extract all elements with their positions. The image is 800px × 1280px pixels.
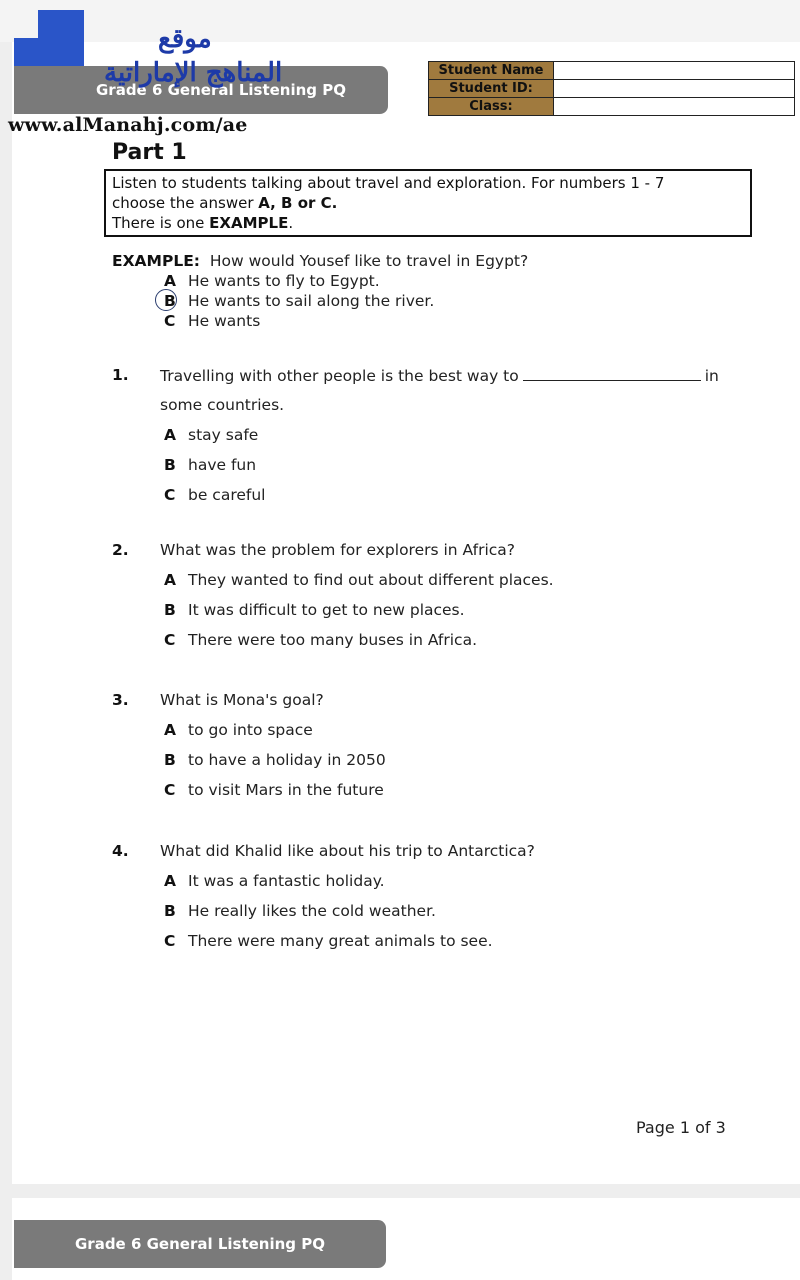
answer-blank: [523, 366, 701, 381]
student-name-label: Student Name: [429, 62, 554, 80]
logo-url: www.alManahj.com/ae: [8, 114, 248, 136]
q1-option-a[interactable]: A stay safe: [164, 426, 259, 444]
question-3-number: 3.: [112, 691, 129, 709]
q2-option-c[interactable]: C There were too many buses in Africa.: [164, 631, 477, 649]
instruction-line-1: Listen to students talking about travel and exploration. For numbers 1 - 7: [112, 174, 665, 192]
q3-option-a[interactable]: A to go into space: [164, 721, 313, 739]
example-question: EXAMPLE: How would Yousef like to travel in Egypt?: [112, 252, 529, 270]
q1-option-b[interactable]: B have fun: [164, 456, 257, 474]
viewer-top-strip: [0, 0, 800, 42]
grade-banner-text: Grade 6 General Listening PQ: [95, 81, 347, 99]
q3-option-b[interactable]: B to have a holiday in 2050: [164, 751, 386, 769]
q4-option-b[interactable]: B He really likes the cold weather.: [164, 902, 436, 920]
example-option-a: A He wants to fly to Egypt.: [164, 272, 380, 290]
question-1-text: Travelling with other people is the best way to in: [160, 367, 719, 385]
q2-option-b[interactable]: B It was difficult to get to new places.: [164, 601, 465, 619]
example-option-c: C He wants: [164, 312, 261, 330]
question-1-text-cont: some countries.: [160, 396, 285, 414]
example-label: EXAMPLE:: [112, 252, 200, 270]
class-field[interactable]: [554, 98, 795, 116]
student-id-label: Student ID:: [429, 80, 554, 98]
question-4-number: 4.: [112, 842, 129, 860]
question-3-text: What is Mona's goal?: [160, 691, 324, 709]
q4-option-c[interactable]: C There were many great animals to see.: [164, 932, 493, 950]
question-4-text: What did Khalid like about his trip to Antarctica?: [160, 842, 535, 860]
instruction-line-2: choose the answer A, B or C.: [112, 194, 338, 212]
question-1-number: 1.: [112, 366, 129, 384]
q3-option-c[interactable]: C to visit Mars in the future: [164, 781, 384, 799]
q2-option-a[interactable]: A They wanted to find out about different places.: [164, 571, 554, 589]
student-name-field[interactable]: [554, 62, 795, 80]
student-info-table: [428, 61, 795, 116]
example-option-b: B He wants to sail along the river.: [164, 292, 435, 310]
instruction-line-3: There is one EXAMPLE.: [112, 214, 294, 232]
logo-arabic-line-1: موقع: [158, 24, 212, 54]
question-2-text: What was the problem for explorers in Africa?: [160, 541, 515, 559]
student-id-field[interactable]: [554, 80, 795, 98]
q4-option-a[interactable]: A It was a fantastic holiday.: [164, 872, 385, 890]
q1-option-c[interactable]: C be careful: [164, 486, 266, 504]
question-2-number: 2.: [112, 541, 129, 559]
part-title: Part 1: [112, 140, 187, 165]
logo-arabic-line-2: المناهج الإماراتية: [104, 58, 283, 88]
next-page-grade-banner: Grade 6 General Listening PQ: [14, 1220, 386, 1268]
class-label: Class:: [429, 98, 554, 116]
page-number: Page 1 of 3: [636, 1118, 726, 1137]
instructions-box: [104, 169, 752, 237]
